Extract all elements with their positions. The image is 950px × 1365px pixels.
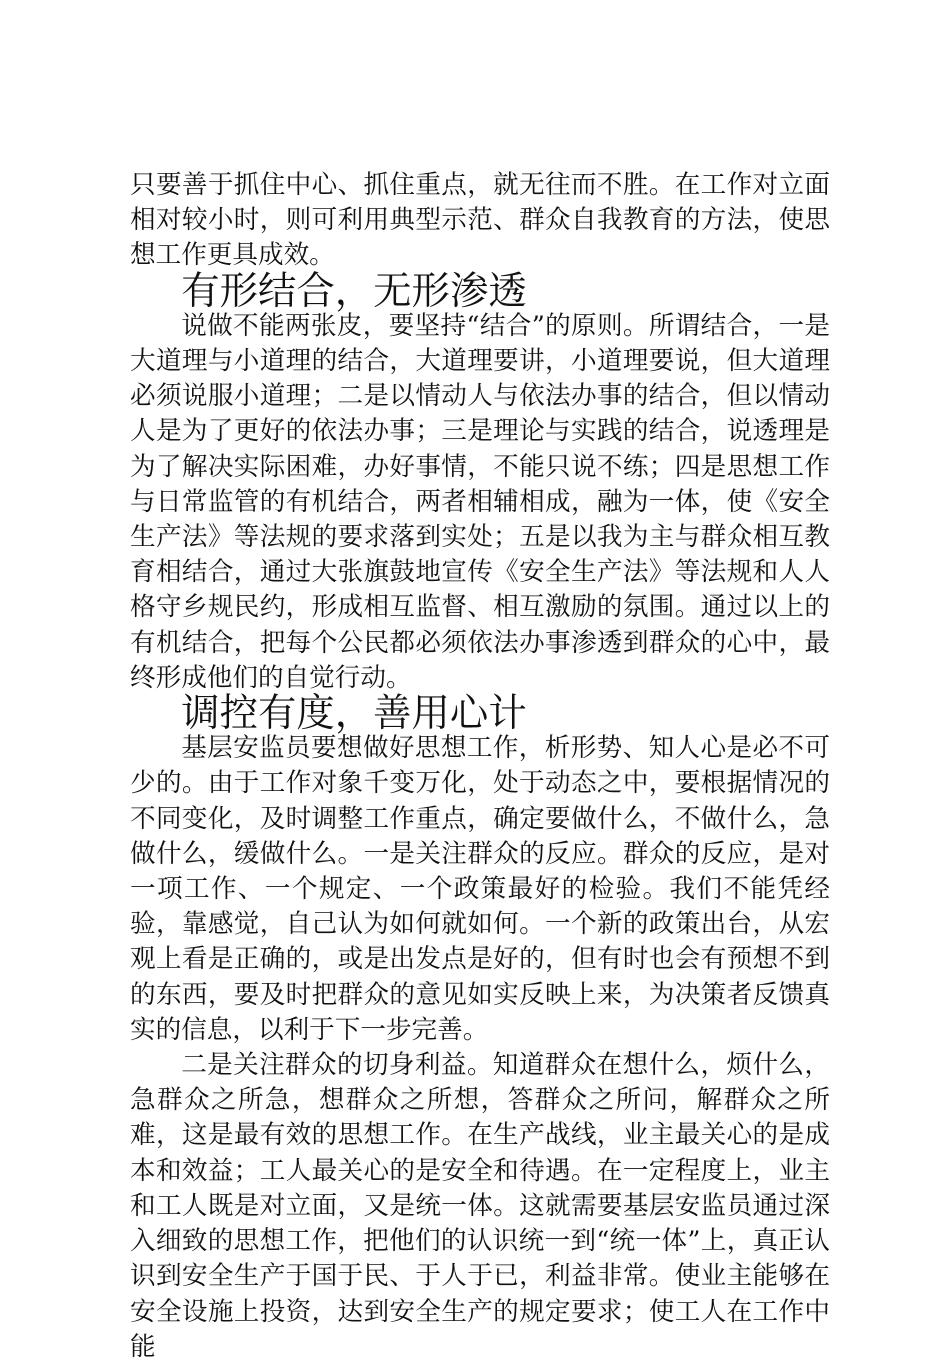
section-heading-tangible-combination: 有形结合，无形渗透 <box>181 268 527 314</box>
paragraph-combination-principle: 说做不能两张皮，要坚持“结合”的原则。所谓结合，一是大道理与小道理的结合，大道理要讲，小道理要说，但大道理必须说服小道理；二是以情动人与依法办事的结合，但以情动人是为了更好的依法办事；三是理论与实践的结合，说透理是为了解决实际困难，办好事情，不能只说不练；四是思想工作与日常监管的有机结合，两者相辅相成，融为一体，使《安全生产法》等法规的要求落到实处；五是以我为主与群众相互教育相结合，通过大张旗鼓地宣传《安全生产法》等法规和人人格守乡规民约，形成相互监督、相互激励的氛围。通过以上的有机结合，把每个公民都必须依法办事渗透到群众的心中，最终形成他们的自觉行动。 <box>130 310 830 693</box>
section-heading-moderate-control: 调控有度，善用心计 <box>181 691 527 737</box>
paragraph-grassroots-inspector: 基层安监员要想做好思想工作，析形势、知人心是必不可少的。由于工作对象千变万化，处于动态之中，要根据情况的不同变化，及时调整工作重点，确定要做什么，不做什么，急做什么，缓做什么。一是关注群众的反应。群众的反应，是对一项工作、一个规定、一个政策最好的检验。我们不能凭经验，靠感觉，自己认为如何就如何。一个新的政策出台，从宏观上看是正确的，或是出发点是好的，但有时也会有预想不到的东西，要及时把群众的意见如实反映上来，为决策者反馈真实的信息，以利于下一步完善。 <box>130 733 830 1045</box>
paragraph-continuation: 只要善于抓住中心、抓住重点，就无往而不胜。在工作对立面相对较小时，则可利用典型示范、群众自我教育的方法，使思想工作更具成效。 <box>130 170 830 271</box>
paragraph-vital-interests: 二是关注群众的切身利益。知道群众在想什么，烦什么，急群众之所急，想群众之所想，答群众之所问，解群众之所难，这是最有效的思想工作。在生产战线，业主最关心的是成本和效益；工人最关心的是安全和待遇。在一定程度上，业主和工人既是对立面，又是统一体。这就需要基层安监员通过深入细致的思想工作，把他们的认识统一到“统一体”上，真正认识到安全生产于国于民、于人于已，利益非常。使业主能够在安全设施上投资，达到安全生产的规定要求；使工人在工作中能 <box>130 1050 830 1362</box>
document-page <box>130 168 830 1365</box>
